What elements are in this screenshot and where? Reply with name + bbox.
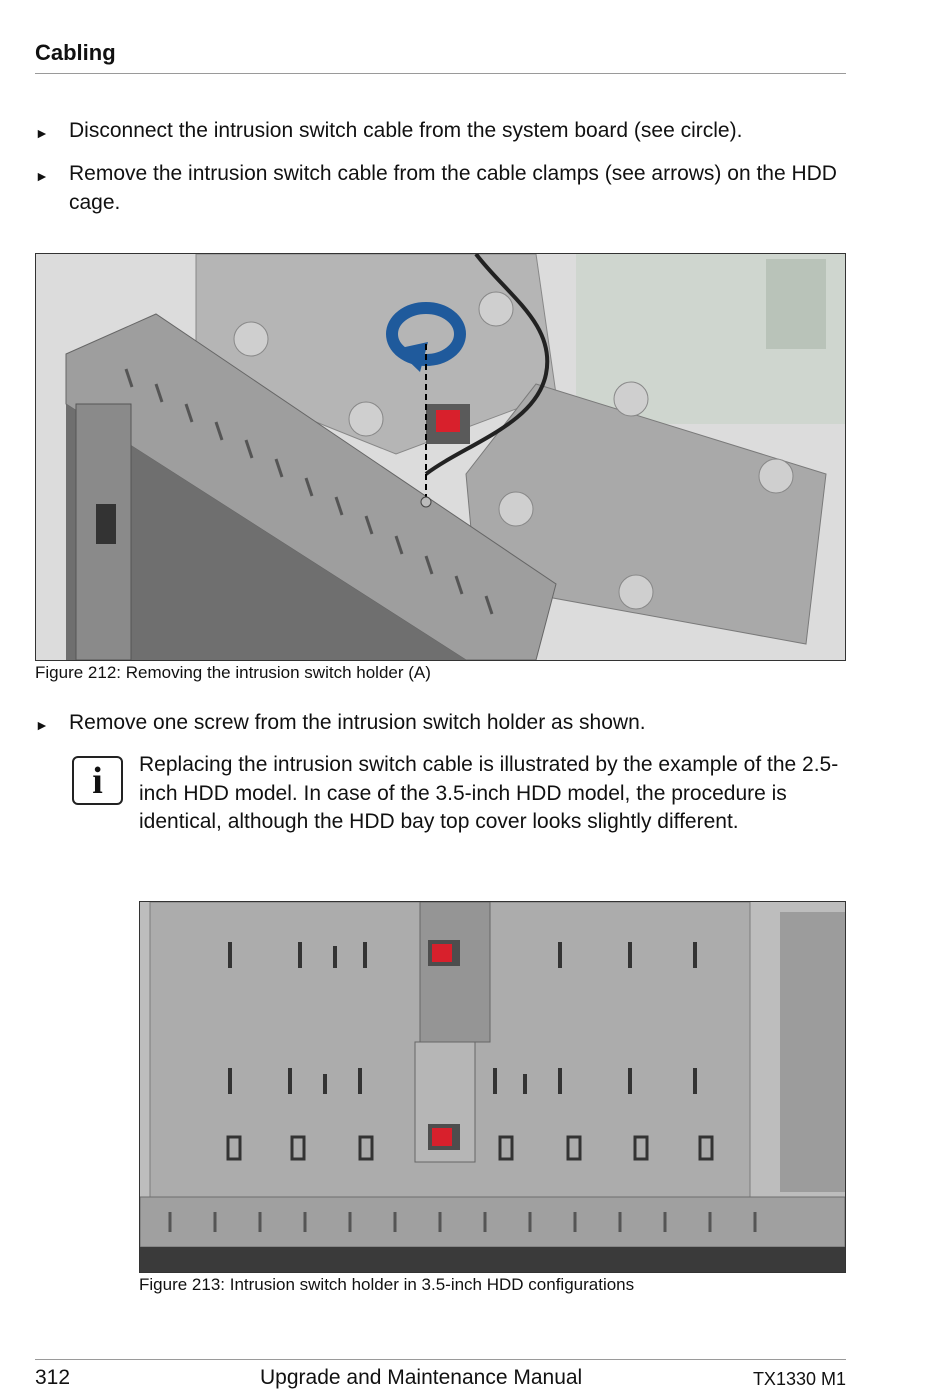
step-text: Remove one screw from the intrusion switch holder as shown.: [69, 711, 646, 734]
section-title: Cabling: [35, 40, 116, 65]
info-icon: [72, 756, 123, 805]
step-text: Disconnect the intrusion switch cable from the system board (see circle).: [69, 119, 743, 142]
page-number: 312: [35, 1366, 71, 1389]
bullet-arrow-icon: ►: [35, 168, 49, 184]
info-glyph: i: [92, 759, 103, 802]
bullet-arrow-icon: ►: [35, 125, 49, 141]
product-model: TX1330 M1: [752, 1369, 846, 1389]
figure-213-photo: [139, 901, 846, 1273]
bullet-arrow-icon: ►: [35, 717, 49, 733]
figure-212-caption: Figure 212: Removing the intrusion switch holder (A): [35, 663, 431, 682]
footer-divider: [35, 1359, 846, 1360]
info-note-text: Replacing the intrusion switch cable is illustrated by the example of the 2.5-inch HDD model. In case of the 3.5-inch HDD model, the procedure is identical, although the HDD bay top cover looks slightly different.: [139, 753, 839, 833]
header-divider: [35, 73, 846, 74]
manual-title: Upgrade and Maintenance Manual: [260, 1366, 583, 1389]
figure-213-caption: Figure 213: Intrusion switch holder in 3.5-inch HDD configurations: [139, 1275, 635, 1294]
step-text: Remove the intrusion switch cable from the cable clamps (see arrows) on the HDD cage.: [69, 162, 837, 214]
figure-212-photo: [35, 253, 846, 661]
